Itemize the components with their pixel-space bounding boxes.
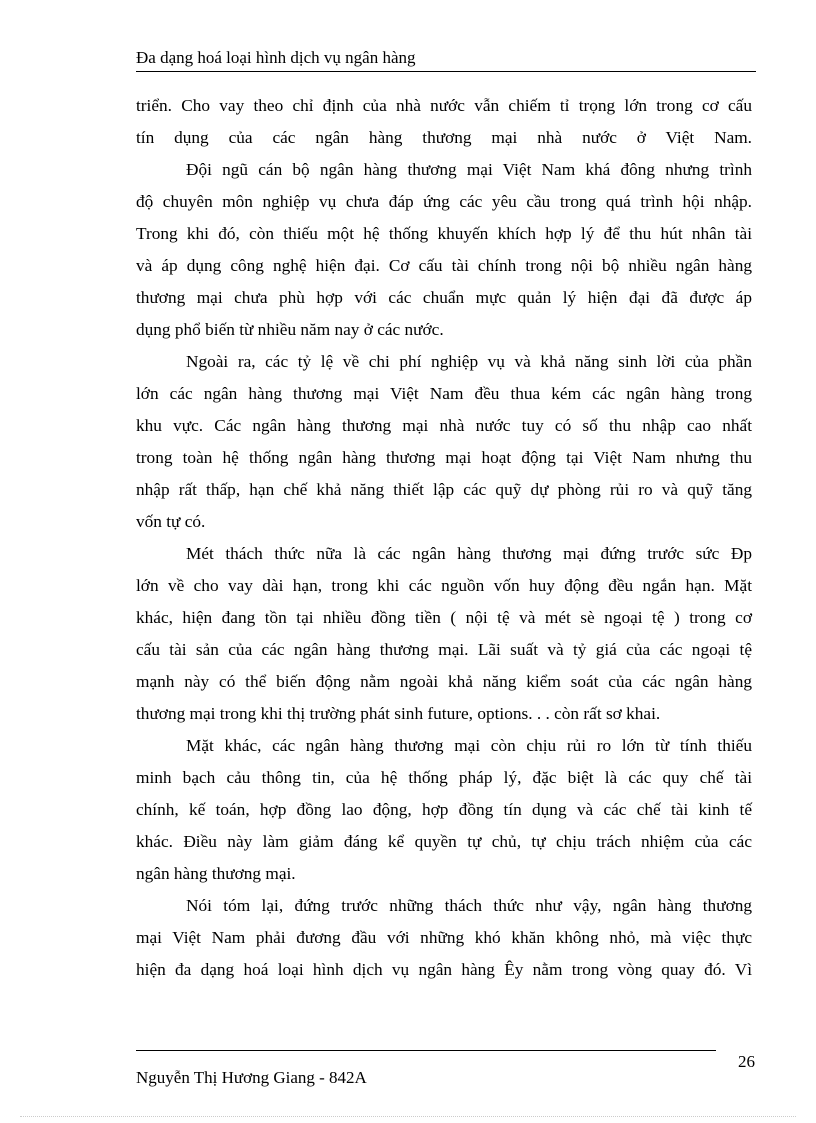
text-line: và áp dụng công nghệ hiện đại. Cơ cấu tài chính trong nội bộ nhiều ngân hàng (136, 256, 752, 275)
text-line: cấu tài sản của các ngân hàng thương mại. Lãi suất và tỷ giá của các ngoại tệ (136, 640, 752, 659)
text-line: triển. Cho vay theo chỉ định của nhà nước vẫn chiếm tỉ trọng lớn trong cơ cấu (136, 96, 752, 115)
text-line: mại Việt Nam phải đương đầu với những khó khăn không nhỏ, mà việc thực (136, 928, 752, 947)
text-line: Nói tóm lại, đứng trước những thách thức như vậy, ngân hàng thương (186, 896, 752, 915)
text-line: khu vực. Các ngân hàng thương mại nhà nước tuy có số thu nhập cao nhất (136, 416, 752, 435)
paragraph (136, 94, 752, 158)
text-line: chính, kế toán, hợp đồng lao động, hợp đồng tín dụng và các chế tài kinh tế (136, 800, 752, 819)
text-line: trong toàn hệ thống ngân hàng thương mại hoạt động tại Việt Nam nhưng thu (136, 448, 752, 467)
paragraph (136, 894, 752, 990)
text-line: nhập rất thấp, hạn chế khả năng thiết lập các quỹ dự phòng rủi ro và quỹ tăng (136, 480, 752, 499)
footer-author: Nguyễn Thị Hương Giang - 842A (136, 1068, 367, 1087)
paragraph (136, 158, 752, 350)
text-line: Đội ngũ cán bộ ngân hàng thương mại Việt Nam khá đông nhưng trình (186, 160, 752, 179)
paragraph (136, 350, 752, 542)
text-line: lớn các ngân hàng thương mại Việt Nam đều thua kém các ngân hàng trong (136, 384, 752, 403)
text-line: ngân hàng thương mại. (136, 864, 296, 883)
text-line: tín dụng của các ngân hàng thương mại nhà nước ở Việt Nam. (136, 128, 752, 147)
text-line: khác. Điều này làm giảm đáng kể quyền tự chủ, tự chịu trách nhiệm của các (136, 832, 752, 851)
text-line: thương mại chưa phù hợp với các chuẩn mực quản lý hiện đại đã được áp (136, 288, 752, 307)
header-divider (136, 71, 756, 72)
page-number: 26 (738, 1052, 755, 1071)
running-header-title: Đa dạng hoá loại hình dịch vụ ngân hàng (136, 48, 416, 67)
text-line: vốn tự có. (136, 512, 206, 531)
page-edge (20, 1116, 796, 1117)
text-line: khác, hiện đang tồn tại nhiều đồng tiền ( nội tệ và mét sè ngoại tệ ) trong cơ (136, 608, 752, 627)
text-line: mạnh này có thể biến động nằm ngoài khả năng kiểm soát của các ngân hàng (136, 672, 752, 691)
text-line: hiện đa dạng hoá loại hình dịch vụ ngân hàng Êy nằm trong vòng quay đó. Vì (136, 960, 752, 979)
text-line: thương mại trong khi thị trường phát sinh future, options. . . còn rất sơ khai. (136, 704, 661, 723)
text-line: lớn về cho vay dài hạn, trong khi các nguồn vốn huy động đều ngắn hạn. Mặt (136, 576, 752, 595)
paragraph (136, 542, 752, 734)
footer-divider (136, 1050, 716, 1051)
paragraph (136, 734, 752, 894)
text-line: Ngoài ra, các tỷ lệ về chi phí nghiệp vụ và khả năng sinh lời của phần (186, 352, 752, 371)
text-line: minh bạch cảu thông tin, của hệ thống pháp lý, đặc biệt là các quy chế tài (136, 768, 752, 787)
document-body (136, 94, 752, 990)
text-line: độ chuyên môn nghiệp vụ chưa đáp ứng các yêu cầu trong quá trình hội nhập. (136, 192, 752, 211)
text-line: Mét thách thức nữa là các ngân hàng thương mại đứng trước sức Đp (186, 544, 752, 563)
text-line: Mặt khác, các ngân hàng thương mại còn chịu rủi ro lớn từ tính thiếu (186, 736, 752, 755)
text-line: Trong khi đó, còn thiếu một hệ thống khuyến khích hợp lý để thu hút nhân tài (136, 224, 752, 243)
text-line: dụng phổ biến từ nhiều năm nay ở các nước. (136, 320, 444, 339)
